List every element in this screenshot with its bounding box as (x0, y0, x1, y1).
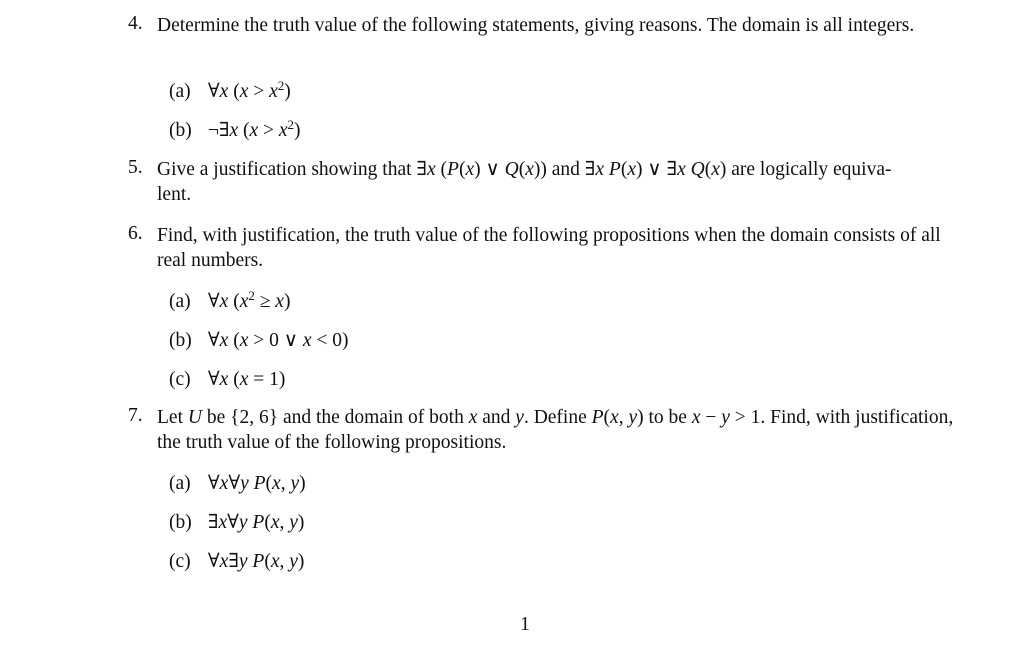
problem-5 (128, 157, 958, 207)
problem-6-part-b (169, 328, 349, 352)
problem-number: 6. (128, 223, 143, 244)
problem-6 (128, 223, 958, 273)
part-label: (a) (169, 291, 191, 312)
part-label: (b) (169, 512, 192, 533)
part-label: (c) (169, 369, 191, 390)
problem-text: Find, with justification, the truth value of the following propositions when the domain consists of all real numbers. (157, 225, 941, 271)
problem-6-part-c (169, 367, 285, 391)
part-label: (b) (169, 330, 192, 351)
part-formula: ∀x (x = 1) (207, 369, 286, 390)
problem-number: 5. (128, 157, 143, 178)
page-number: 1 (520, 614, 530, 635)
problem-text: Determine the truth value of the following statements, giving reasons. The domain is all integers. (157, 15, 915, 36)
problem-4-part-b (169, 118, 301, 142)
part-label: (b) (169, 120, 192, 141)
problem-4 (128, 13, 958, 38)
part-label: (c) (169, 551, 191, 572)
part-formula: ∃x∀y P(x, y) (207, 512, 305, 533)
problem-text: Let U be {2, 6} and the domain of both x and y. Define P(x, y) to be x − y > 1. Find, with justification, the truth value of the following propositions. (157, 407, 954, 453)
part-formula: ∀x (x > 0 ∨ x < 0) (207, 330, 349, 351)
problem-number: 4. (128, 13, 143, 34)
part-formula: ∀x∃y P(x, y) (207, 551, 305, 572)
problem-4-part-a (169, 79, 291, 103)
problem-7-part-b (169, 510, 304, 534)
problem-7 (128, 405, 958, 455)
problem-7-part-c (169, 549, 304, 573)
part-formula: ∀x $(x^2 \ge x)$ (207, 288, 291, 312)
part-formula: ¬∃x $(x > x^2)$ (207, 117, 301, 141)
part-label: (a) (169, 81, 191, 102)
problem-number: 7. (128, 405, 143, 426)
problem-text: Give a justification showing that ∃x (P(x) ∨ Q(x)) and ∃x P(x) ∨ ∃x Q(x) are logically equiva- lent. (157, 159, 892, 205)
problem-7-part-a (169, 471, 306, 495)
part-formula: ∀x $(x > x^2)$ (207, 78, 291, 102)
part-label: (a) (169, 473, 191, 494)
part-formula: ∀x∀y P(x, y) (207, 473, 306, 494)
problem-6-part-a (169, 289, 290, 313)
